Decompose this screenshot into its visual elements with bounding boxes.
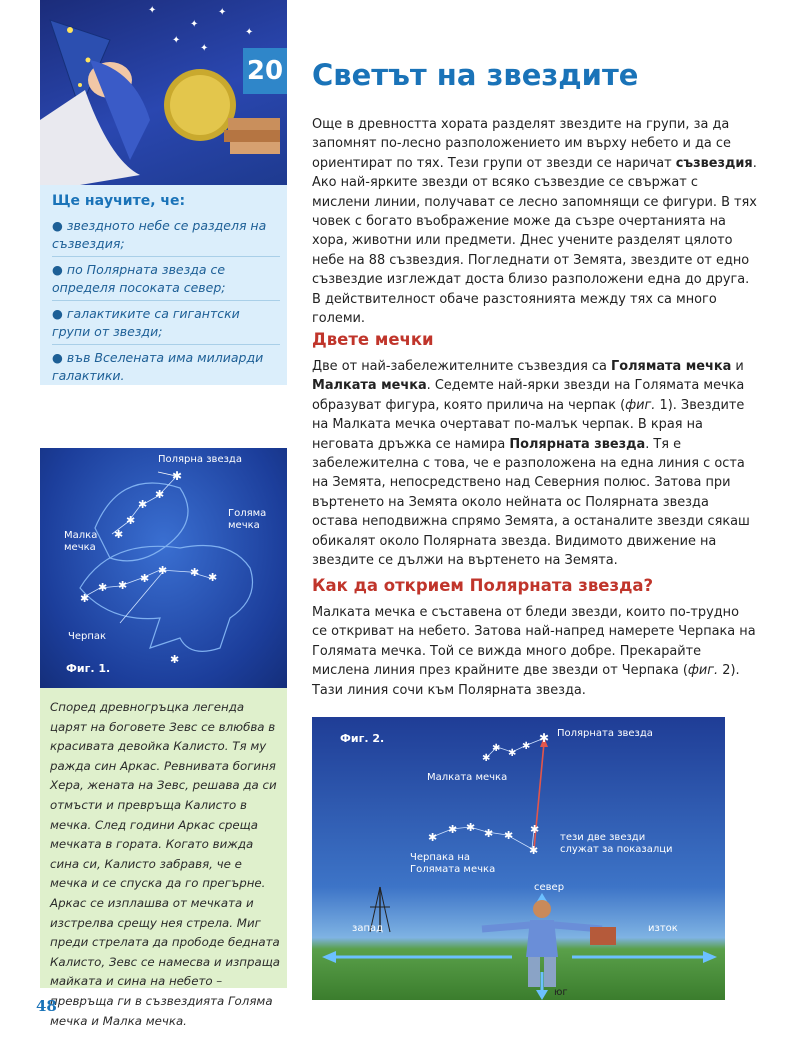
- fig2-caption: Фиг. 2.: [340, 732, 385, 745]
- learn-item: ● звездното небе се разделя на съзвездия;: [52, 217, 280, 257]
- svg-text:✱: ✱: [428, 831, 438, 844]
- figure-1: [40, 448, 287, 688]
- learn-item: ● галактиките са гигантски групи от звезди;: [52, 305, 280, 345]
- learn-box-title: Ще научите, че:: [52, 193, 186, 209]
- intro-paragraph: Още в древността хората разделят звездите на групи, за да запомнят по-лесно разположението им върху небето и да се ориентират по тях. Тези групи от звезди се наричат съзвездия. Ако най-ярките звезди от всяко съзвездие се свържат с мислени линии, получават се лесно запомнящи се фигури. В тях човек с богато въображение може да съзре очертанията на хора, животни или предмети. Днес учените разделят цялото небе на 88 съзвездия. Погледнати от Земята, звездите от едно съзвездие изглеждат доста близо разположени една до друга. В действителност обаче разстоянията между тях са много големи.: [312, 117, 757, 327]
- svg-text:✱: ✱: [529, 844, 539, 857]
- left-column: [40, 0, 287, 1044]
- svg-text:✱: ✱: [530, 823, 540, 836]
- fig1-big-bear-label: Голяма мечка: [228, 508, 267, 531]
- wizard-illustration: ✦ ✦ ✦ ✦ ✦ ✦: [40, 0, 287, 185]
- svg-text:✱: ✱: [508, 748, 517, 759]
- polaris-paragraph: Малката мечка е съставена от бледи звезди, които по-трудно се откриват на небето. Затова най-напред намерете Черпака на Голямата мечка. Той се вижда много добре. Прекарайте мислена линия през крайните две звезди от Черпака (фиг. 2). Тази линия сочи към Полярната звезда.: [312, 605, 756, 698]
- svg-text:✱: ✱: [140, 572, 150, 585]
- learn-box: [40, 185, 287, 385]
- svg-text:✱: ✱: [170, 653, 180, 666]
- legend-text: Според древногръцка легенда царят на боговете Зевс се влюбва в красивата девойка Калисто. Тя му ражда син Аркас. Ревнивата богиня Хера, жената на Зевс, решава да си отмъсти и превръща Калисто в мечка. След години Аркас среща мечката в гората. Когато вижда сина си, Калисто забравя, че е мечка и се спуска да го прегърне. Аркас се изплашва от мечката и изстрелва срещу нея стрела. Миг преди стрелата да прободе бедната Калисто, Зевс се намесва и изпраща майката и сина на небето – превръща ги в съзвездията Голяма мечка и Малка мечка.: [50, 700, 281, 1028]
- svg-text:✱: ✱: [172, 469, 183, 483]
- fig2-small-bear-label: Малката мечка: [427, 772, 508, 783]
- figure-2: [312, 717, 725, 1000]
- svg-text:✱: ✱: [539, 731, 550, 745]
- learn-list: [52, 217, 280, 392]
- svg-text:✱: ✱: [208, 571, 218, 584]
- fig2-polaris-label: Полярната звезда: [557, 728, 653, 739]
- polaris-finding-diagram: [312, 717, 725, 1000]
- svg-text:✱: ✱: [504, 829, 514, 842]
- svg-text:✱: ✱: [80, 592, 90, 605]
- fig2-pointer-note: тези две звезди служат за показалци: [560, 832, 673, 855]
- bears-paragraph: Две от най-забележителните съзвездия са Голямата мечка и Малката мечка. Седемте най-ярки звезди на Голямата мечка образуват фигура, която прилича на черпак (фиг. 1). Звездите на Малката мечка очертават по-малък черпак. В края на неговата дръжка се намира Полярната звезда. Тя е забележителна с това, че е разположена на една линия с оста на Земята, непосредствено над Северния полюс. Затова при въртенето на Земята около нейната ос Полярната звезда остава неподвижна спрямо Земята, а останалите звезди сякаш обикалят около Полярната звезда. Видимото движение на звездите се дължи на въртенето на Земята.: [312, 359, 750, 569]
- page-title: Светът на звездите: [312, 58, 639, 92]
- svg-text:✱: ✱: [484, 827, 494, 840]
- term-constellations: съзвездия: [675, 155, 753, 171]
- page-number: 48: [36, 997, 57, 1015]
- fig2-west-label: запад: [352, 923, 384, 934]
- learn-item: ● по Полярната звезда се определя посоката север;: [52, 261, 280, 301]
- svg-text:✱: ✱: [126, 514, 136, 527]
- svg-text:✱: ✱: [190, 566, 200, 579]
- svg-text:✱: ✱: [158, 564, 168, 577]
- learn-item: ● във Вселената има милиарди галактики.: [52, 350, 264, 383]
- svg-text:✱: ✱: [466, 821, 476, 834]
- fig2-north-label: север: [534, 882, 565, 893]
- fig2-dipper-label: Черпака на Голямата мечка: [410, 852, 496, 875]
- bears-constellation-diagram: [40, 448, 287, 688]
- fig1-polaris-label: Полярна звезда: [158, 454, 242, 465]
- fig1-dipper-label: Черпак: [68, 631, 107, 642]
- lesson-number: 20: [243, 48, 287, 94]
- svg-text:✱: ✱: [118, 579, 128, 592]
- svg-text:✱: ✱: [138, 498, 148, 511]
- fig1-small-bear-label: Малка мечка: [64, 530, 98, 553]
- section-heading-bears: Двете мечки: [312, 330, 434, 349]
- section-heading-polaris: Как да открием Полярната звезда?: [312, 576, 654, 595]
- svg-text:✱: ✱: [492, 743, 501, 754]
- fig1-caption: Фиг. 1.: [66, 662, 111, 675]
- svg-text:✱: ✱: [482, 753, 491, 764]
- svg-text:✱: ✱: [448, 823, 458, 836]
- svg-text:✱: ✱: [114, 528, 124, 541]
- fig2-south-label: юг: [554, 987, 568, 998]
- svg-text:✱: ✱: [155, 488, 165, 501]
- svg-text:✱: ✱: [98, 581, 108, 594]
- svg-text:✱: ✱: [522, 741, 531, 752]
- fig2-east-label: изток: [648, 923, 678, 934]
